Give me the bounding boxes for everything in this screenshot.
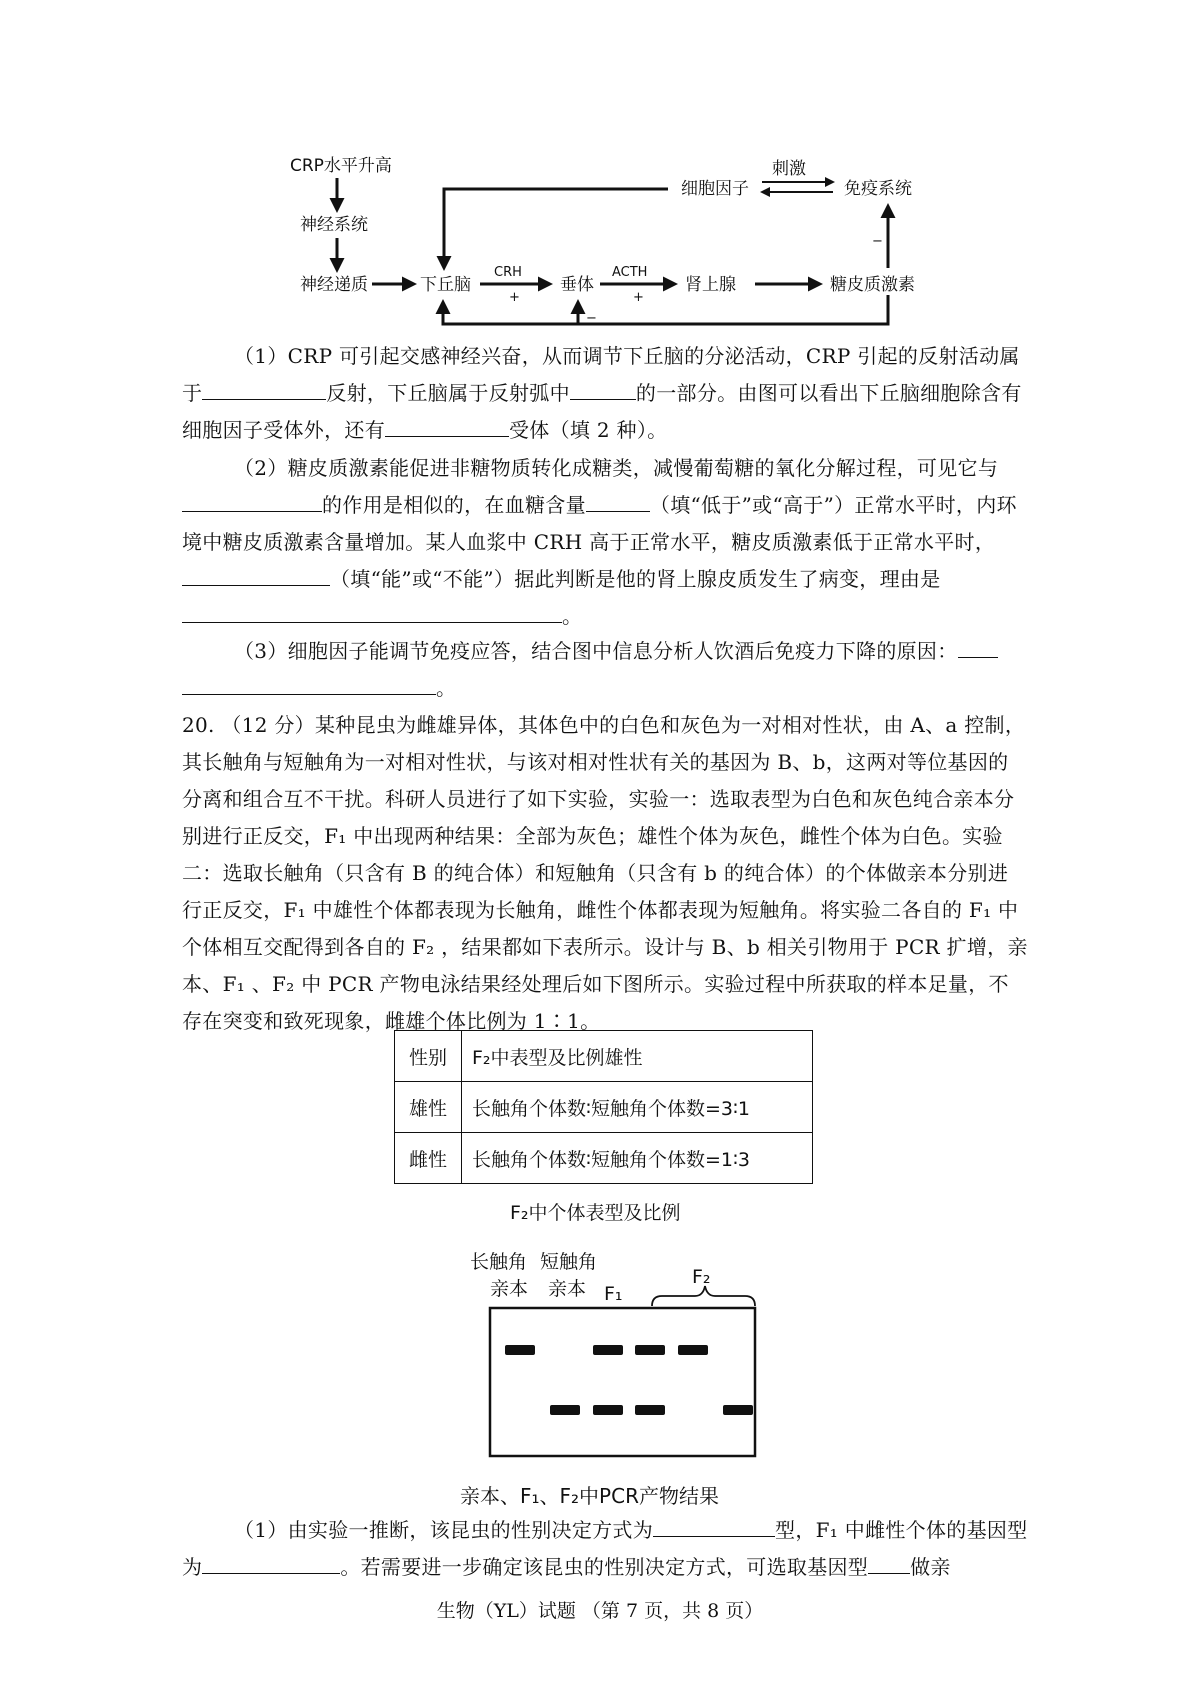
lane-label-long-parent: 亲本 (490, 1278, 529, 1300)
q19-part3: （3）细胞因子能调节免疫应答，结合图中信息分析人饮酒后免疫力下降的原因：。 (182, 633, 1028, 707)
label-crh-plus: + (509, 290, 520, 305)
node-adrenal: 肾上腺 (685, 275, 736, 295)
gel-band (505, 1345, 535, 1355)
gel-band (635, 1405, 665, 1415)
table-header-row (395, 1031, 813, 1082)
label-crh: CRH (494, 265, 522, 280)
gel-band (635, 1345, 665, 1355)
label-feedback-minus: − (586, 311, 597, 326)
page-footer: 生物（YL）试题 （第 7 页，共 8 页） (436, 1600, 764, 1622)
answer-blank[interactable] (385, 416, 509, 437)
node-glucocorticoid: 糖皮质激素 (830, 275, 915, 295)
table-row (395, 1133, 813, 1184)
arrow-cytokine-to-hypothalamus (444, 189, 668, 268)
lane-label-long: 长触角 (470, 1251, 528, 1273)
answer-blank[interactable] (653, 1516, 775, 1537)
answer-blank[interactable] (570, 379, 636, 400)
q20-part1: （1）由实验一推断，该昆虫的性别决定方式为 型，F₁ 中雌性个体的基因型为 。若需要进一步确定该昆虫的性别决定方式，可选取基因型 做亲 (182, 1518, 1028, 1579)
answer-blank[interactable] (182, 565, 330, 586)
answer-blank[interactable] (202, 379, 326, 400)
table-cell: 长触角个体数∶短触角个体数=3∶1 (462, 1082, 813, 1133)
label-acth-plus: + (633, 290, 644, 305)
q20-intro: 20. （12 分）某种昆虫为雌雄异体，其体色中的白色和灰色为一对相对性状，由 A、a 控制，其长触角与短触角为一对相对性状，与该对相对性状有关的基因为 B、b，这两对等位基因的分离和组合互不干扰。科研人员进行了如下实验，实验一：选取表型为白色和灰色纯合亲本分别进行正反交，F₁ 中出现两种结果：全部为灰色；雄性个体为灰色，雌性个体为白色。实验二：选取长触角（只含有 B 的纯合体）和短触角（只含有 b 的纯合体）的个体做亲本分别进行正反交，F₁ 中雄性个体都表现为长触角，雌性个体都表现为短触角。将实验二各自的 F₁ 中个体相互交配得到各自的 F₂ ，结果都如下表所示。设计与 B、b 相关引物用于 PCR 扩增，亲本、F₁ 、F₂ 中 PCR 产物电泳结果经处理后如下图所示。实验过程中所获取的样本足量，不存在突变和致死现象，雌雄个体比例为 1∶1。 (182, 713, 1028, 1033)
lane-label-short: 短触角 (540, 1251, 598, 1273)
regulation-diagram (270, 145, 930, 335)
gel-frame (490, 1308, 755, 1456)
table-cell: 雄性 (395, 1082, 462, 1133)
answer-blank[interactable] (202, 1553, 340, 1574)
q19-part1: （1）CRP 可引起交感神经兴奋，从而调节下丘脑的分泌活动，CRP 引起的反射活动属于 反射，下丘脑属于反射弧中 的一部分。由图可以看出下丘脑细胞除含有细胞因子受体外，还有 受体（填 2 种）。 (182, 344, 1022, 442)
answer-blank[interactable] (586, 491, 650, 512)
answer-blank[interactable] (182, 674, 436, 695)
gel-band (723, 1405, 753, 1415)
node-hypothalamus: 下丘脑 (420, 275, 471, 295)
gel-band (593, 1405, 623, 1415)
lane-label-short-parent: 亲本 (548, 1278, 587, 1300)
table-cell: 雌性 (395, 1133, 462, 1184)
node-crp: CRP水平升高 (290, 156, 392, 176)
node-nervous-system: 神经系统 (300, 215, 368, 235)
gel-bands (505, 1345, 753, 1415)
f2-table (394, 1030, 813, 1184)
answer-blank[interactable] (182, 491, 322, 512)
gel-caption: 亲本、F₁、F₂中PCR产物结果 (460, 1484, 719, 1508)
answer-blank[interactable] (958, 637, 998, 658)
gel-band (593, 1345, 623, 1355)
lane-label-f2: F₂ (692, 1266, 711, 1288)
node-immune-system: 免疫系统 (844, 179, 912, 199)
answer-blank[interactable] (868, 1553, 910, 1574)
gel-band (550, 1405, 580, 1415)
lane-label-f1: F₁ (604, 1283, 623, 1305)
table-header-cell: F₂中表型及比例雄性 (462, 1031, 813, 1082)
f2-brace (652, 1286, 755, 1306)
q19-part2: （2）糖皮质激素能促进非糖物质转化成糖类，减慢葡萄糖的氧化分解过程，可见它与的作用是相似的，在血糖含量 （填“低于”或“高于”）正常水平时，内环境中糖皮质激素含量增加。某人血浆中 CRH 高于正常水平，糖皮质激素低于正常水平时，（填“能”或“不能”）据此判断是他的肾上腺皮质发生了病变，理由是。 (182, 456, 1017, 628)
node-neurotransmitter: 神经递质 (300, 275, 368, 295)
node-pituitary: 垂体 (560, 275, 594, 295)
table-cell: 长触角个体数∶短触角个体数=1∶3 (462, 1133, 813, 1184)
table-row (395, 1082, 813, 1133)
table-header-cell: 性别 (395, 1031, 462, 1082)
label-immune-minus: − (872, 234, 883, 249)
node-cytokine: 细胞因子 (681, 179, 749, 199)
gel-figure (455, 1245, 775, 1475)
label-acth: ACTH (612, 265, 648, 280)
answer-blank[interactable] (182, 602, 562, 623)
table-caption: F₂中个体表型及比例 (510, 1202, 681, 1224)
gel-band (678, 1345, 708, 1355)
label-stimulate: 刺激 (772, 159, 806, 179)
